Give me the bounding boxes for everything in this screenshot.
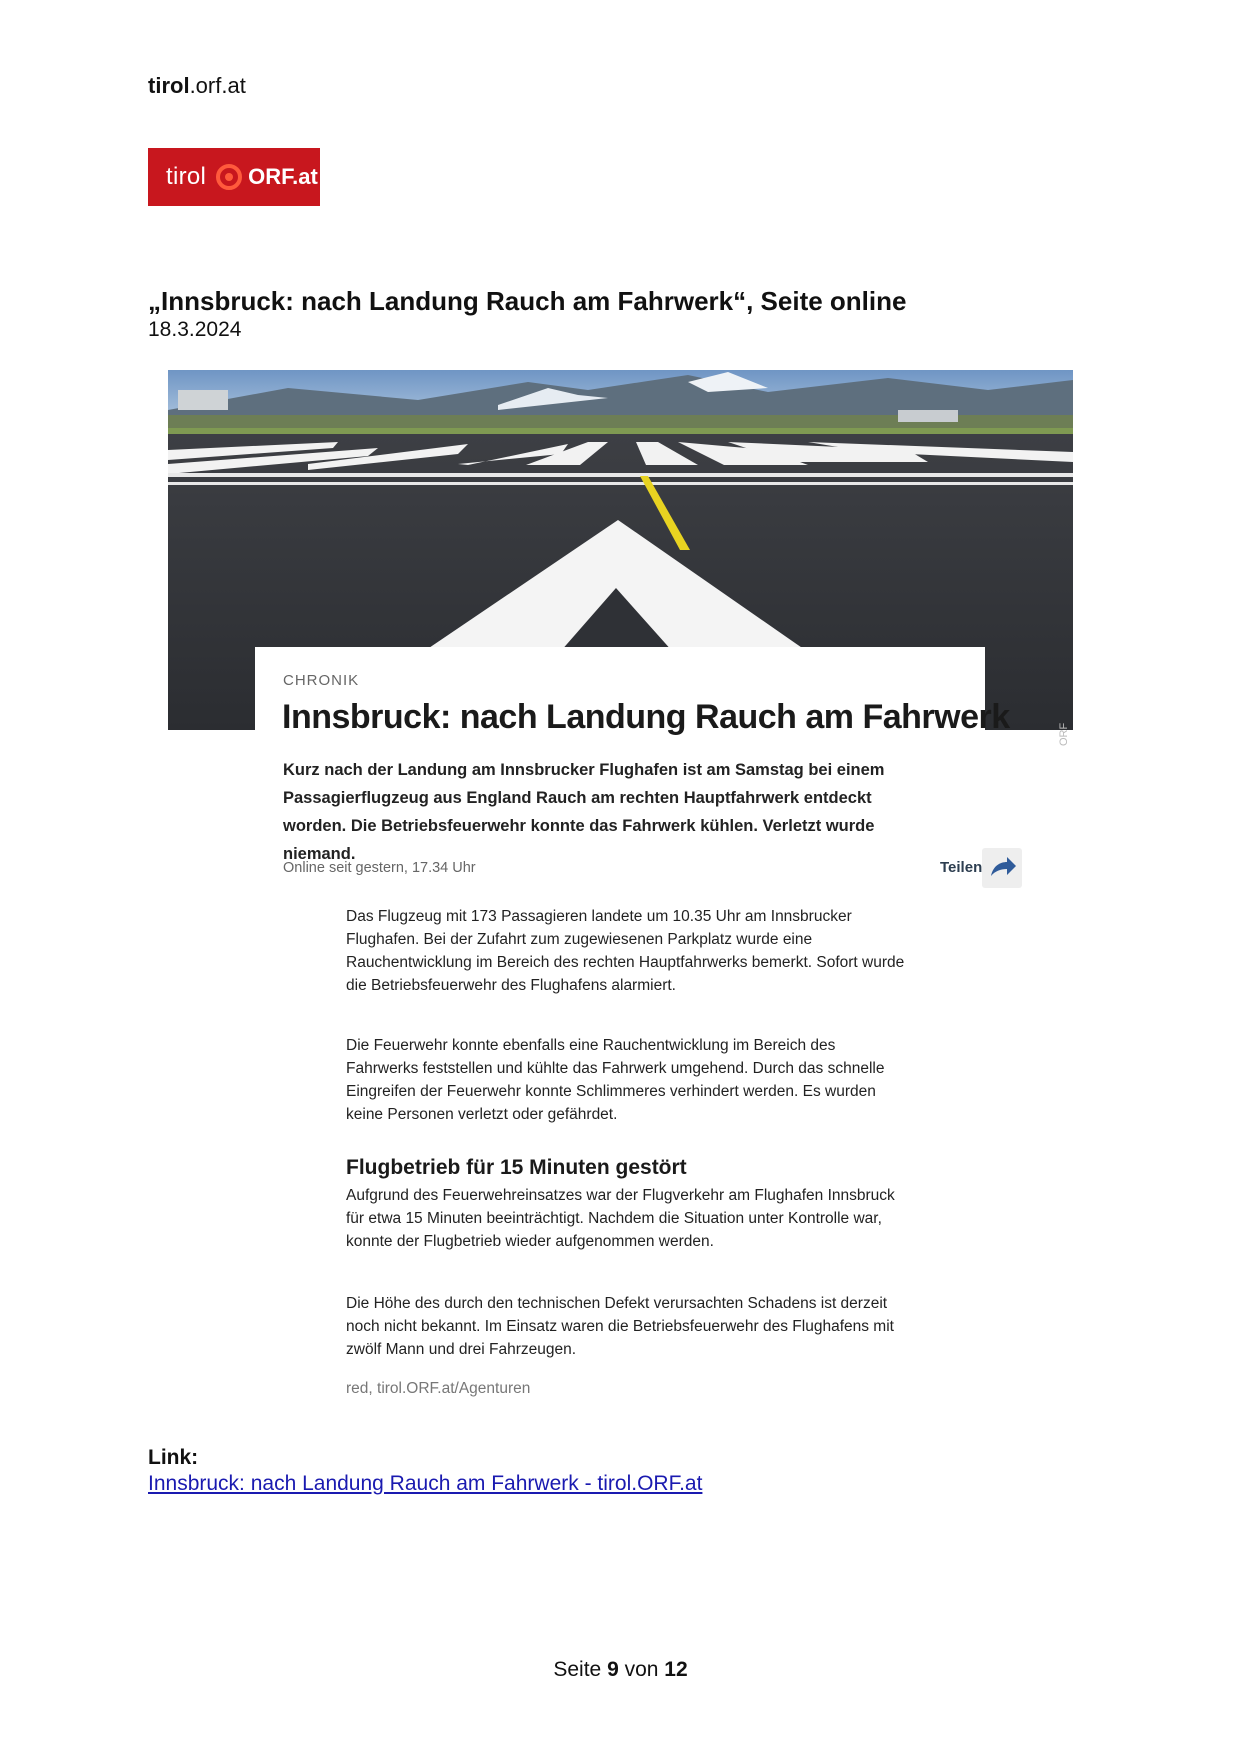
logo-orf-text: ORF.at [248,164,318,189]
article-paragraph-3: Aufgrund des Feuerwehreinsatzes war der Flugverkehr am Flughafen Innsbruck für etwa 15 Minuten beeinträchtigt. Nachdem die Situation unter Kontrolle war, konnte der Flugbetrieb wieder aufgenommen werden. [346,1187,895,1250]
footer-page-number: 9 [607,1658,619,1681]
footer-middle: von [624,1658,659,1681]
share-label[interactable]: Teilen [940,859,983,876]
link-label: Link: [148,1446,199,1469]
footer-page-total: 12 [664,1658,688,1681]
article-screenshot [168,370,1073,1410]
footer-prefix: Seite [553,1658,602,1681]
article-link[interactable]: Innsbruck: nach Landung Rauch am Fahrwerk - tirol.ORF.at [148,1472,703,1495]
share-button[interactable] [982,848,1022,888]
share-arrow-icon [982,848,1022,888]
online-since: Online seit gestern, 17.34 Uhr [283,860,476,876]
article-subheading: Flugbetrieb für 15 Minuten gestört [346,1156,687,1179]
article-kicker: CHRONIK [283,672,360,689]
article-paragraph-4: Die Höhe des durch den technischen Defekt verursachten Schadens ist derzeit noch nicht bekannt. Im Einsatz waren die Betriebsfeuerwehr des Flughafens mit zwölf Mann und drei Fahrzeugen. [346,1295,894,1358]
page-footer [0,1658,1241,1682]
orf-logo [148,148,320,206]
article-lead: Kurz nach der Landung am Innsbrucker Flughafen ist am Samstag bei einem Passagierflugzeug aus England Rauch am rechten Hauptfahrwerk entdeckt worden. Die Betriebsfeuerwehr konnte das Fahrwerk kühlen. Verletzt wurde niemand. [283,761,885,863]
article-source: red, tirol.ORF.at/Agenturen [346,1380,531,1397]
article-title: Innsbruck: nach Landung Rauch am Fahrwerk [282,698,1010,736]
site-header-rest: .orf.at [189,73,246,98]
site-header [148,73,246,99]
image-credit: ORF [1058,722,1070,746]
article-paragraph-2: Die Feuerwehr konnte ebenfalls eine Rauchentwicklung im Bereich des Fahrwerks feststellen und kühlte das Fahrwerk umgehend. Durch das schnelle Eingreifen der Feuerwehr konnte Schlimmeres verhindert werden. Es wurden keine Personen verletzt oder gefährdet. [346,1037,885,1123]
site-header-bold: tirol [148,73,190,98]
document-date: 18.3.2024 [148,318,242,341]
logo-tirol-text: tirol [166,163,207,190]
document-title: „Innsbruck: nach Landung Rauch am Fahrwerk“, Seite online [148,286,907,316]
article-paragraph-1: Das Flugzeug mit 173 Passagieren landete um 10.35 Uhr am Innsbrucker Flughafen. Bei der Zufahrt zum zugewiesenen Parkplatz wurde eine Rauchentwicklung im Bereich des rechten Hauptfahrwerks bemerkt. Sofort wurde die Betriebsfeuerwehr des Flughafens alarmiert. [346,908,905,994]
orf-ring-icon [216,164,242,190]
